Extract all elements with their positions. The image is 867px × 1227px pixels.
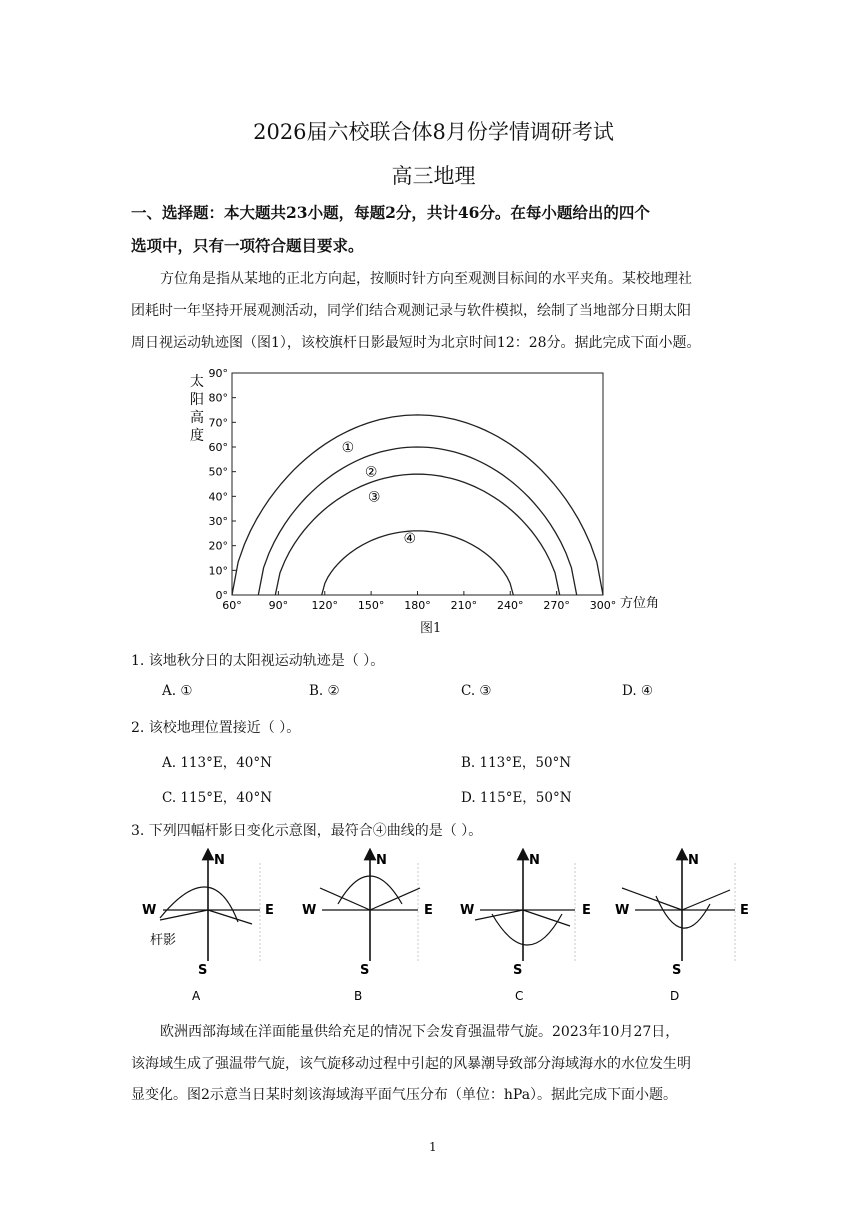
x-tick-label: 210°	[450, 599, 478, 612]
q1-option-b[interactable]: B. ②	[309, 683, 340, 699]
y-tick-label: 0°	[215, 589, 228, 602]
y-tick-label: 90°	[208, 367, 228, 380]
west-label: W	[142, 903, 157, 918]
passage2-line2: 该海域生成了强温带气旋，该气旋移动过程中引起的风暴潮导致部分海域海水的水位发生明	[131, 1056, 691, 1072]
y-axis-label-char: 度	[190, 428, 204, 444]
question-2-stem: 2. 该校地理位置接近（ ）。	[131, 720, 301, 736]
passage1-line1: 方位角是指从某地的正北方向起，按顺时针方向至观测目标间的水平夹角。某校地理社	[160, 271, 692, 287]
shadow-diagram-b[interactable]	[302, 853, 433, 1003]
y-axis-label-char: 阳	[190, 392, 204, 408]
plot-frame	[232, 373, 603, 595]
sun-path-curve-4	[322, 531, 514, 595]
sun-path-curve-1	[232, 415, 603, 595]
y-axis-label-char: 太	[190, 374, 204, 390]
north-label: N	[214, 853, 225, 868]
shadow-diagram-a[interactable]	[142, 853, 274, 1003]
q2-option-b[interactable]: B. 113°E，50°N	[461, 755, 572, 771]
shadow-label: 杆影	[150, 933, 177, 948]
q2-option-a[interactable]: A. 113°E，40°N	[162, 755, 272, 771]
east-label: E	[265, 903, 274, 918]
curve-label-1: ①	[341, 439, 355, 456]
diagram-d-label: D	[670, 989, 680, 1003]
diagram-a-label: A	[192, 989, 201, 1003]
passage1-line2: 团耗时一年坚持开展观测活动，同学们结合观测记录与软件模拟，绘制了当地部分日期太阳	[131, 303, 691, 319]
north-label: N	[529, 853, 540, 868]
south-label: S	[672, 963, 682, 978]
x-tick-label: 300°	[589, 599, 617, 612]
q1-option-d[interactable]: D. ④	[622, 683, 654, 699]
x-tick-label: 180°	[404, 599, 431, 612]
south-label: S	[360, 963, 370, 978]
y-tick-label: 80°	[208, 391, 228, 405]
west-label: W	[302, 903, 317, 918]
south-label: S	[513, 963, 523, 978]
figure1-chart	[180, 362, 680, 642]
question-3-stem: 3. 下列四幅杆影日变化示意图，最符合④曲线的是（ ）。	[131, 823, 483, 839]
passage1-line3: 周日视运动轨迹图（图1），该校旗杆日影最短时为北京时间12：28分。据此完成下面小题。	[131, 335, 701, 351]
x-tick-label: 60°	[222, 599, 242, 612]
exam-title: 2026届六校联合体8月份学情调研考试	[253, 120, 614, 144]
curve-label-4: ④	[403, 531, 417, 548]
section-heading-line2: 选项中，只有一项符合题目要求。	[131, 236, 364, 255]
shadow-diagrams	[130, 848, 770, 1018]
y-axis-label-char: 高	[190, 410, 204, 426]
y-tick-label: 40°	[208, 490, 228, 504]
passage2-line3: 显变化。图2示意当日某时刻该海域海平面气压分布（单位：hPa）。据此完成下面小题。	[131, 1087, 678, 1103]
x-tick-label: 120°	[311, 599, 338, 612]
q1-option-c[interactable]: C. ③	[461, 683, 492, 699]
south-label: S	[198, 963, 208, 978]
y-tick-label: 10°	[208, 564, 228, 578]
section-heading-line1: 一、选择题：本大题共23小题，每题2分，共计46分。在每小题给出的四个	[131, 203, 650, 222]
east-label: E	[424, 903, 433, 918]
x-tick-label: 240°	[497, 599, 524, 612]
west-label: W	[615, 903, 630, 918]
east-label: E	[582, 903, 591, 918]
x-axis-label: 方位角	[620, 596, 660, 611]
diagram-c-label: C	[515, 989, 524, 1003]
sun-path-curve-2	[258, 447, 576, 595]
west-label: W	[460, 903, 475, 918]
figure1-caption: 图1	[420, 621, 442, 636]
q2-option-c[interactable]: C. 115°E，40°N	[162, 790, 273, 806]
curve-label-3: ③	[367, 489, 381, 506]
shadow-diagram-d[interactable]	[615, 853, 749, 1003]
sun-path-curve-3	[275, 474, 559, 595]
north-label: N	[376, 853, 387, 868]
question-1-stem: 1. 该地秋分日的太阳视运动轨迹是（ ）。	[131, 653, 385, 669]
north-label: N	[688, 853, 699, 868]
x-tick-label: 90°	[268, 599, 289, 612]
y-tick-label: 70°	[208, 416, 228, 430]
subject-title: 高三地理	[391, 164, 476, 188]
shadow-diagram-c[interactable]	[460, 853, 591, 1003]
y-tick-label: 60°	[208, 441, 228, 454]
y-tick-label: 50°	[208, 465, 228, 479]
x-tick-label: 150°	[357, 599, 385, 612]
x-tick-label: 270°	[543, 599, 570, 612]
diagram-b-label: B	[354, 989, 363, 1003]
y-tick-label: 20°	[208, 539, 228, 553]
page-number: 1	[429, 1140, 437, 1154]
q1-option-a[interactable]: A. ①	[162, 683, 193, 699]
east-label: E	[740, 903, 749, 918]
y-tick-label: 30°	[208, 515, 228, 528]
passage2-line1: 欧洲西部海域在洋面能量供给充足的情况下会发育强温带气旋。2023年10月27日，	[160, 1024, 680, 1040]
curve-label-2: ②	[364, 464, 378, 481]
q2-option-d[interactable]: D. 115°E，50°N	[461, 790, 572, 806]
